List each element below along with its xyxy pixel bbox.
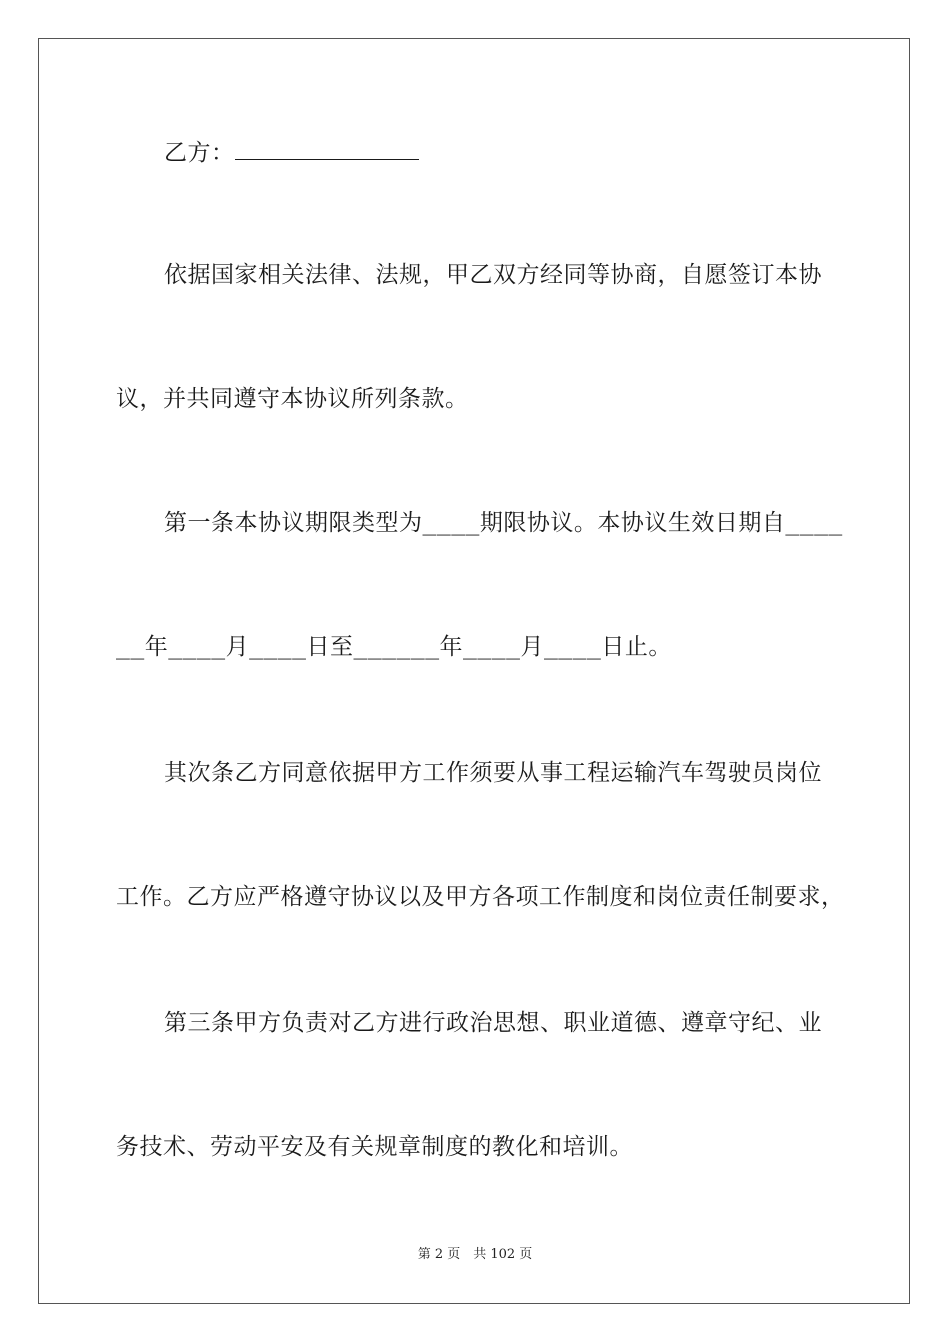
paragraph-line: 工作。乙方应严格遵守协议以及甲方各项工作制度和岗位责任制要求， <box>116 884 845 910</box>
paragraph-line: 其次条乙方同意依据甲方工作须要从事工程运输汽车驾驶员岗位 <box>164 760 822 786</box>
paragraph-line: 第一条本协议期限类型为____期限协议。本协议生效日期自____ <box>164 510 843 536</box>
page-border <box>38 38 910 1304</box>
paragraph-line: 议，并共同遵守本协议所列条款。 <box>116 386 469 412</box>
paragraph-line: __年____月____日至______年____月____日止。 <box>116 634 672 660</box>
paragraph-line: 务技术、劳动平安及有关规章制度的教化和培训。 <box>116 1134 633 1160</box>
party-b-blank <box>235 141 419 160</box>
page-footer: 第 2 页 共 102 页 <box>417 1247 533 1262</box>
paragraph-line: 第三条甲方负责对乙方进行政治思想、职业道德、遵章守纪、业 <box>164 1010 822 1036</box>
party-b-label: 乙方： <box>164 140 235 166</box>
party-b-line <box>164 138 419 168</box>
paragraph-line: 依据国家相关法律、法规，甲乙双方经同等协商，自愿签订本协 <box>164 262 822 288</box>
